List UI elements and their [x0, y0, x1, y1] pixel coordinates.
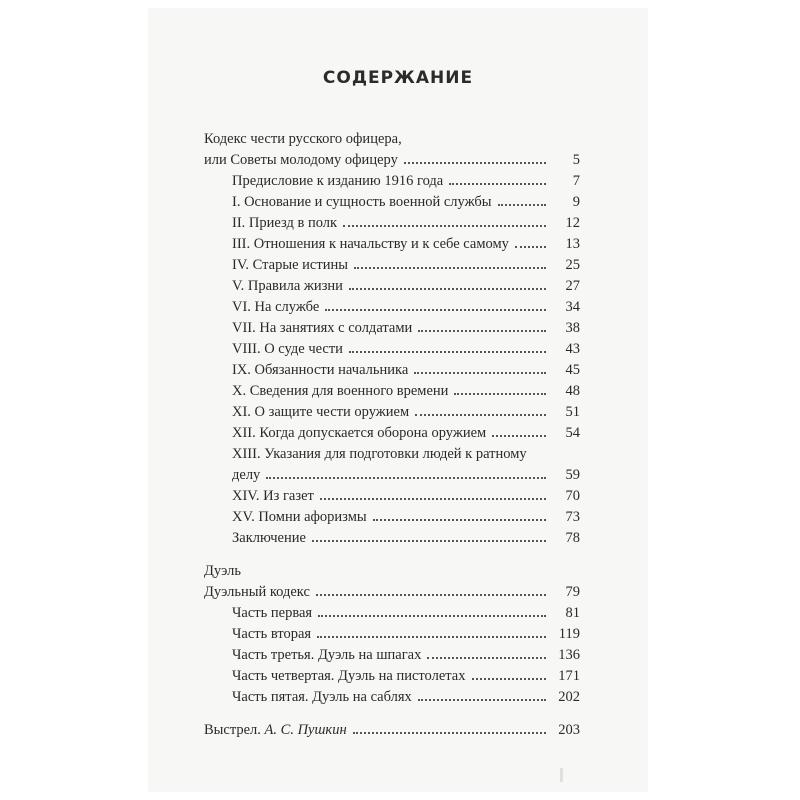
toc-entry-text: Заключение: [232, 530, 306, 546]
toc-entry-text: XI. О защите чести оружием: [232, 404, 410, 420]
toc-page-number: 203: [558, 722, 580, 738]
dot-leader: [449, 172, 546, 185]
toc-page-number: 70: [565, 488, 580, 504]
dot-leader: [320, 487, 546, 500]
toc-entry: [232, 171, 580, 191]
toc-entry: [232, 465, 580, 485]
toc-entry-text: или Советы молодому офицеру: [204, 152, 398, 168]
dot-leader: [415, 403, 546, 416]
toc-page-number: 38: [565, 320, 580, 336]
toc-entry: [232, 213, 580, 233]
dot-leader: [316, 583, 546, 596]
toc-entry-text: Предисловие к изданию 1916 года: [232, 173, 444, 189]
toc-entry: [232, 339, 580, 359]
dot-leader: [373, 508, 546, 521]
toc-entry-author: А. С. Пушкин: [264, 722, 347, 738]
toc-entry-text: IV. Старые истины: [232, 257, 348, 273]
book-page: [148, 8, 648, 792]
toc-entry-text: Часть пятая. Дуэль на саблях: [232, 689, 412, 705]
dot-leader: [492, 424, 546, 437]
page-title: СОДЕРЖАНИЕ: [322, 68, 474, 88]
toc-page-number: 43: [565, 341, 580, 357]
dot-leader: [498, 193, 546, 206]
toc-entry-text: XIV. Из газет: [232, 488, 314, 504]
toc-page-number: 5: [572, 152, 580, 168]
toc-entry-heading: [204, 561, 580, 581]
toc-entry: [232, 381, 580, 401]
dot-leader: [317, 625, 546, 638]
scan-margin-left: [0, 0, 140, 800]
dot-leader: [427, 646, 546, 659]
dot-leader: [312, 529, 546, 542]
toc-entry-text: Часть третья. Дуэль на шпагах: [232, 647, 422, 663]
toc-entry: [232, 624, 580, 644]
dot-leader: [454, 382, 546, 395]
toc-page-number: 9: [572, 194, 580, 210]
toc-entry-text: XIII. Указания для подготовки людей к ратному: [232, 446, 527, 462]
dot-leader: [349, 340, 546, 353]
toc-page-number: 34: [565, 299, 580, 315]
paper-mark: [560, 768, 563, 782]
toc-page-number: 81: [565, 605, 580, 621]
dot-leader: [325, 298, 546, 311]
toc-entry-text: Часть четвертая. Дуэль на пистолетах: [232, 668, 466, 684]
toc-page-number: 12: [565, 215, 580, 231]
dot-leader: [418, 319, 546, 332]
dot-leader: [343, 214, 546, 227]
toc-entry: [204, 720, 580, 740]
toc-entry: [232, 276, 580, 296]
toc-page-number: 48: [565, 383, 580, 399]
toc-entry-text: XV. Помни афоризмы: [232, 509, 367, 525]
toc-entry-heading: [204, 129, 558, 149]
dot-leader: [349, 277, 546, 290]
toc-entry: [232, 360, 580, 380]
toc-entry-wrapped: [232, 444, 580, 464]
toc-page-number: 51: [565, 404, 580, 420]
toc-page-number: 73: [565, 509, 580, 525]
toc-page-number: 136: [558, 647, 580, 663]
dot-leader: [318, 604, 546, 617]
scan-margin-right: [660, 0, 800, 800]
toc-entry-text: Дуэльный кодекс: [204, 584, 310, 600]
dot-leader: [354, 256, 546, 269]
toc-entry-text: Часть вторая: [232, 626, 312, 642]
toc-entry-title: Выстрел.: [204, 722, 261, 738]
toc-page-number: 171: [558, 668, 580, 684]
toc-page-number: 79: [565, 584, 580, 600]
toc-entry-text: VIII. О суде чести: [232, 341, 343, 357]
toc-entry-text: IX. Обязанности начальника: [232, 362, 409, 378]
toc-entry-text: VI. На службе: [232, 299, 320, 315]
toc-entry: [232, 645, 580, 665]
toc-page-number: 119: [558, 626, 580, 642]
toc-entry: [232, 234, 580, 254]
toc-entry-text: I. Основание и сущность военной службы: [232, 194, 492, 210]
toc-entry-text: II. Приезд в полк: [232, 215, 338, 231]
toc-entry: [232, 507, 580, 527]
toc-entry: [204, 582, 580, 602]
toc-page-number: 202: [558, 689, 580, 705]
dot-leader: [472, 667, 547, 680]
dot-leader: [266, 466, 546, 479]
toc-entry: [232, 192, 580, 212]
toc-entry: [204, 150, 580, 170]
toc-page-number: 54: [565, 425, 580, 441]
toc-entry: [232, 528, 580, 548]
toc-page-number: 45: [565, 362, 580, 378]
toc-entry-text: III. Отношения к начальству и к себе самому: [232, 236, 509, 252]
toc-entry-text: XII. Когда допускается оборона оружием: [232, 425, 487, 441]
toc-entry-text: делу: [232, 467, 261, 483]
toc-entry: [232, 603, 580, 623]
toc-entry-text: [204, 720, 347, 740]
toc-page-number: 59: [565, 467, 580, 483]
toc-entry-text: Часть первая: [232, 605, 313, 621]
dot-leader: [353, 721, 546, 734]
toc-entry: [232, 255, 580, 275]
toc-page-number: 78: [565, 530, 580, 546]
toc-entry-text: V. Правила жизни: [232, 278, 343, 294]
dot-leader: [404, 151, 546, 164]
toc-entry: [232, 486, 580, 506]
toc-entry-text: Дуэль: [204, 563, 241, 579]
toc-page-number: 27: [565, 278, 580, 294]
toc-entry: [232, 666, 580, 686]
toc-entry: [232, 297, 580, 317]
toc-entry: [232, 423, 580, 443]
toc-entry: [232, 402, 580, 422]
toc-entry: [232, 687, 580, 707]
dot-leader: [418, 688, 546, 701]
toc-page-number: 7: [572, 173, 580, 189]
toc-page-number: 25: [565, 257, 580, 273]
dot-leader: [515, 235, 546, 248]
toc-entry-text: VII. На занятиях с солдатами: [232, 320, 413, 336]
toc-entry: [232, 318, 580, 338]
dot-leader: [414, 361, 546, 374]
toc-page-number: 13: [565, 236, 580, 252]
toc-entry-text: Кодекс чести русского офицера,: [204, 131, 402, 147]
toc-entry-text: X. Сведения для военного времени: [232, 383, 449, 399]
